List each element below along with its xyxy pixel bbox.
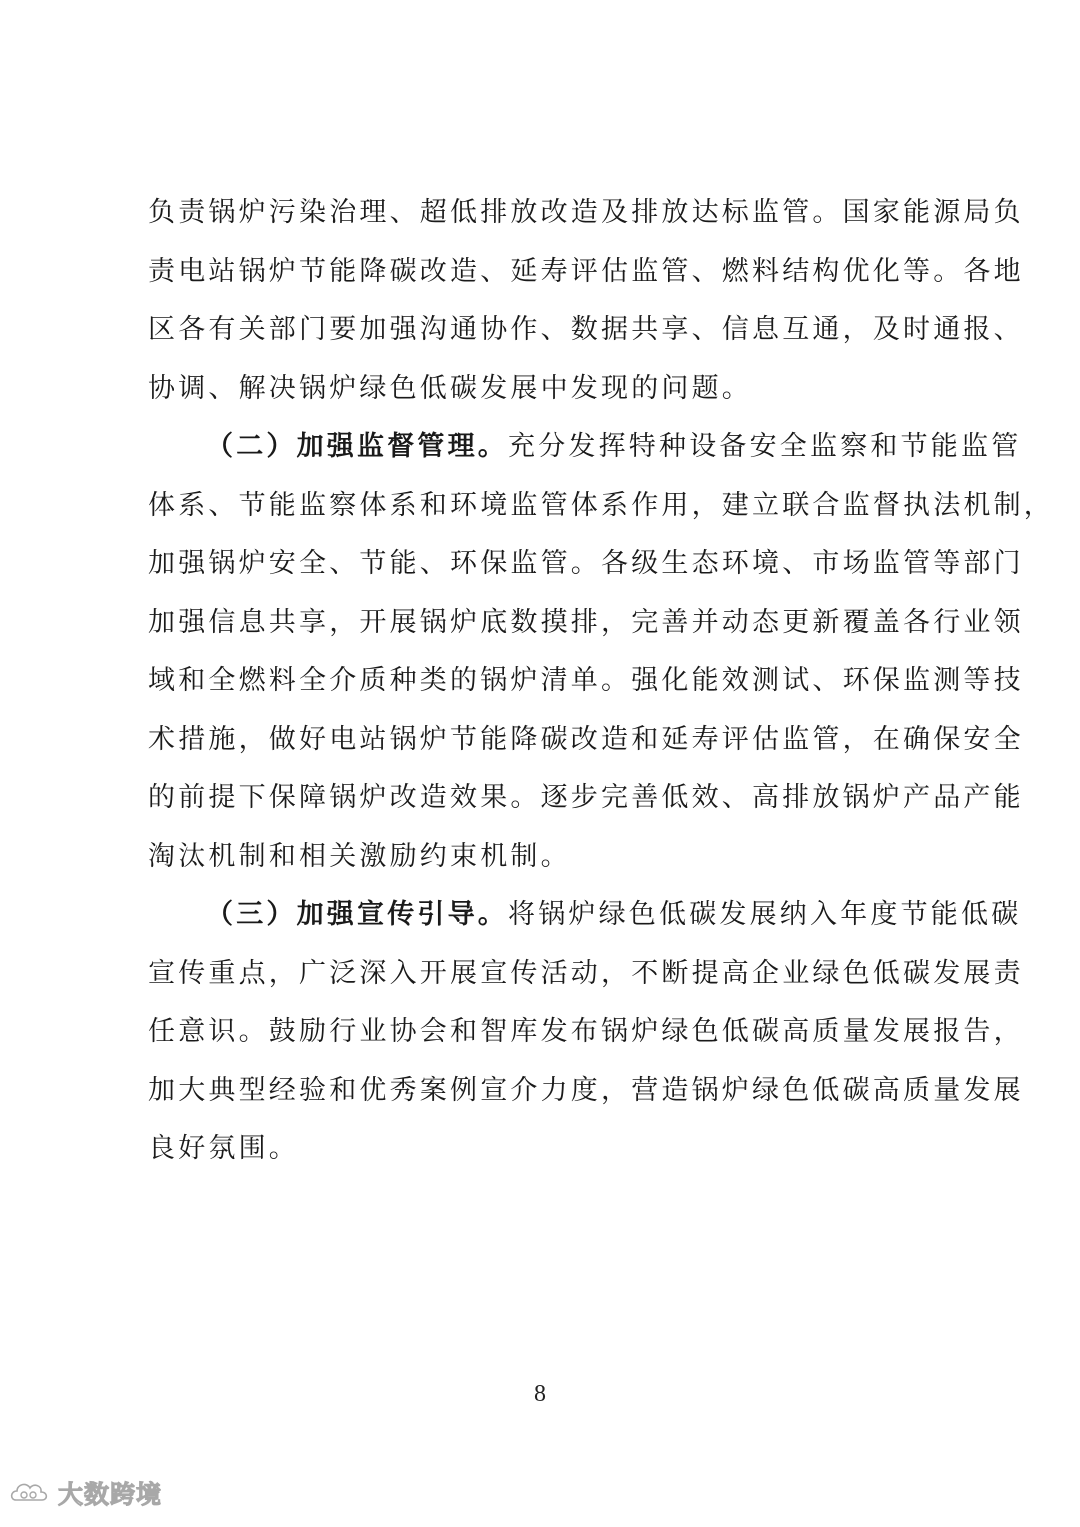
section-2-heading: （二）加强监督管理。 (206, 431, 508, 462)
paragraph-line: 术措施，做好电站锅炉节能降碳改造和延寿评估监管，在确保安全 (148, 723, 1024, 755)
paragraph-line: 良好氛围。 (148, 1133, 299, 1164)
watermark (8, 1473, 162, 1513)
paragraph-line: 体系、节能监察体系和环境监管体系作用，建立联合监督执法机制， (148, 489, 1054, 521)
paragraph-line: 协调、解决锅炉绿色低碳发展中发现的问题。 (148, 372, 752, 404)
cloud-logo-icon (8, 1478, 52, 1508)
paragraph-line: 任意识。鼓励行业协会和智库发布锅炉绿色低碳高质量发展报告， (148, 1016, 1024, 1047)
page-number: 8 (534, 1381, 546, 1407)
paragraph-line: 域和全燃料全介质种类的锅炉清单。强化能效测试、环保监测等技 (148, 665, 1024, 696)
paragraph-line: 加大典型经验和优秀案例宣介力度，营造锅炉绿色低碳高质量发展 (148, 1074, 1024, 1106)
section-2-first-line (148, 418, 1022, 477)
paragraph-line: 宣传重点，广泛深入开展宣传活动，不断提高企业绿色低碳发展责 (148, 957, 1024, 989)
paragraph-line: 负责锅炉污染治理、超低排放改造及排放达标监管。国家能源局负 (148, 197, 1024, 228)
paragraph-line: 淘汰机制和相关激励约束机制。 (148, 840, 571, 872)
paragraph-line: 区各有关部门要加强沟通协作、数据共享、信息互通，及时通报、 (148, 314, 1024, 345)
section-2-text: 充分发挥特种设备安全监察和节能监管 (508, 431, 1022, 462)
paragraph-line: 的前提下保障锅炉改造效果。逐步完善低效、高排放锅炉产品产能 (148, 782, 1024, 813)
section-3-first-line (148, 886, 1022, 945)
paragraph-line: 加强信息共享，开展锅炉底数摸排，完善并动态更新覆盖各行业领 (148, 606, 1024, 638)
watermark-text: 大数跨境 (58, 1480, 163, 1509)
paragraph-line: 责电站锅炉节能降碳改造、延寿评估监管、燃料结构优化等。各地 (148, 255, 1024, 287)
section-3-text: 将锅炉绿色低碳发展纳入年度节能低碳 (508, 899, 1022, 930)
body-text (148, 184, 1054, 1179)
section-3-heading: （三）加强宣传引导。 (206, 899, 508, 930)
paragraph-line: 加强锅炉安全、节能、环保监管。各级生态环境、市场监管等部门 (148, 548, 1024, 579)
